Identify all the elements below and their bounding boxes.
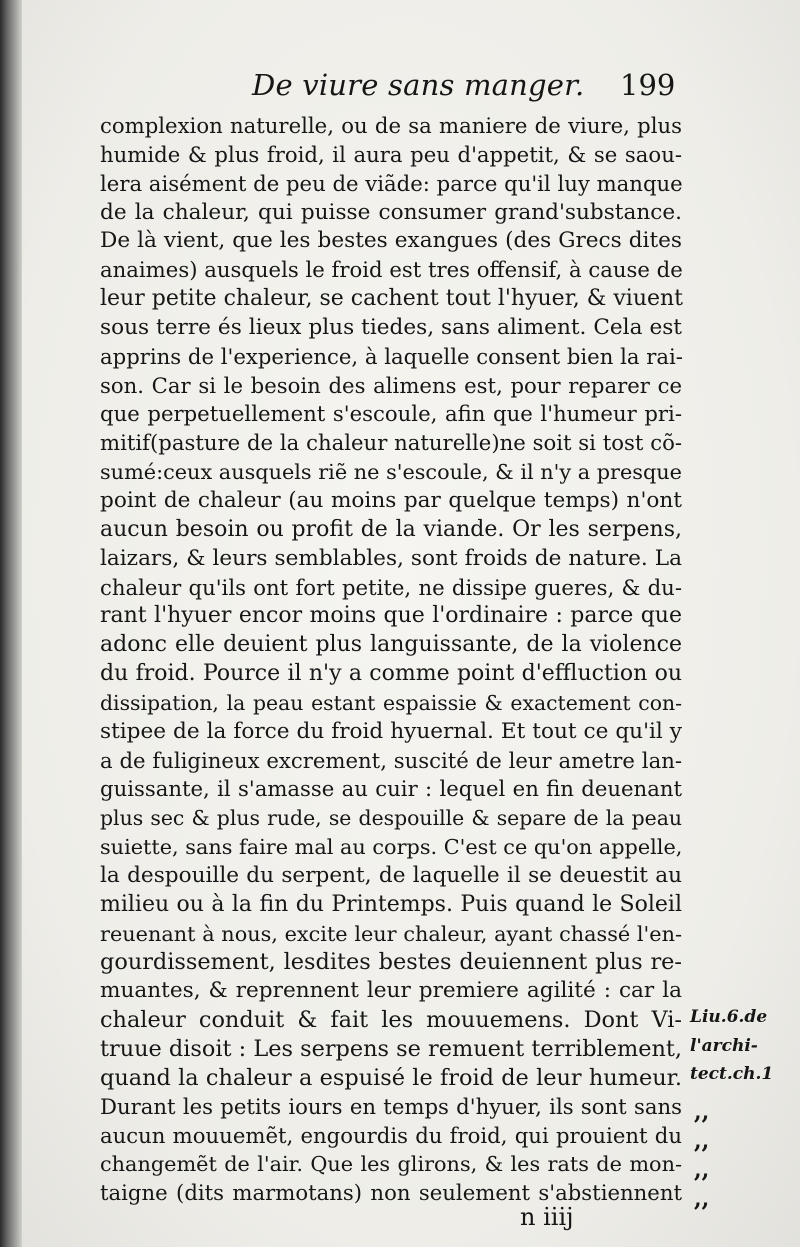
running-title: De viure sans manger. bbox=[252, 68, 585, 102]
text-line: point de chaleur (au moins par quelque temps) n'ont bbox=[100, 487, 682, 513]
text-line: leur petite chaleur, se cachent tout l'hyuer, & viuent bbox=[100, 286, 684, 312]
page-header bbox=[100, 62, 680, 106]
text-line: apprins de l'experience, à laquelle consent bien la rai- bbox=[100, 343, 683, 369]
text-line: gourdissement, lesdites bestes deuiennent plus re- bbox=[100, 949, 682, 976]
quotation-mark: ,, bbox=[694, 1185, 710, 1212]
text-line: plus sec & plus rude, se despouille & separe de la peau bbox=[100, 806, 682, 831]
text-line: anaimes) ausquels le froid est tres offensif, à cause de bbox=[100, 257, 683, 283]
text-line: reuenant à nous, excite leur chaleur, ayant chassé l'en- bbox=[100, 921, 682, 946]
text-line: lera aisément de peu de viãde: parce qu'il luy manque bbox=[100, 170, 683, 196]
text-line: aucun mouuemẽt, engourdis du froid, qui prouient du bbox=[100, 1122, 682, 1148]
text-line: la despouille du serpent, de laquelle il se deuestit au bbox=[100, 862, 682, 888]
text-line: mitif(pasture de la chaleur naturelle)ne soit si tost cõ- bbox=[100, 430, 682, 456]
signature-mark: n iiij bbox=[520, 1203, 574, 1231]
text-line: De là vient, que les bestes exangues (des Grecs dites bbox=[100, 228, 682, 254]
text-line: chaleur conduit & fait les mouuemens. Dont Vi- bbox=[100, 1007, 682, 1034]
text-line: que perpetuellement s'escoule, afin que l'humeur pri- bbox=[100, 401, 682, 427]
text-line: suiette, sans faire mal au corps. C'est ce qu'on appelle, bbox=[100, 835, 683, 860]
text-line: stipee de la force du froid hyuernal. Et tout ce qu'il y bbox=[100, 718, 682, 744]
page-number: 199 bbox=[620, 68, 676, 102]
text-line: guissante, il s'amasse au cuir : lequel en fin deuenant bbox=[100, 776, 682, 802]
text-line: son. Car si le besoin des alimens est, pour reparer ce bbox=[100, 372, 682, 398]
page-gutter-shadow bbox=[0, 0, 22, 1247]
text-line: quand la chaleur a espuisé le froid de leur humeur. bbox=[100, 1064, 682, 1091]
margin-note-line: l'archi- bbox=[690, 1035, 758, 1056]
text-line: aucun besoin ou profit de la viande. Or les serpens, bbox=[100, 516, 682, 542]
quotation-marks-column bbox=[694, 1098, 724, 1213]
text-line: muantes, & reprennent leur premiere agilité : car la bbox=[100, 978, 682, 1004]
text-line: a de fuligineux excrement, suscité de leur ametre lan- bbox=[100, 747, 682, 773]
text-line: adonc elle deuient plus languissante, de la violence bbox=[100, 632, 682, 658]
quotation-mark: ,, bbox=[694, 1127, 710, 1154]
quotation-mark: ,, bbox=[694, 1156, 710, 1183]
margin-note bbox=[690, 1003, 800, 1089]
text-line: chaleur qu'ils ont fort petite, ne dissipe gueres, & du- bbox=[100, 574, 682, 600]
body-text bbox=[100, 112, 682, 1208]
text-line: rant l'hyuer encor moins que l'ordinaire : parce que bbox=[100, 603, 682, 629]
text-line: milieu ou à la fin du Printemps. Puis quand le Soleil bbox=[100, 891, 682, 917]
text-line: laizars, & leurs semblables, sont froids de nature. La bbox=[100, 545, 682, 571]
text-line: sumé:ceux ausquels riẽ ne s'escoule, & il n'y a presque bbox=[100, 460, 682, 485]
margin-note-line: Liu.6.de bbox=[690, 1007, 768, 1027]
text-line: taigne (dits marmotans) non seulement s'abstiennent bbox=[100, 1180, 682, 1206]
quotation-mark: ,, bbox=[694, 1099, 710, 1125]
text-line: sous terre és lieux plus tiedes, sans aliment. Cela est bbox=[100, 314, 682, 340]
text-line: du froid. Pource il n'y a comme point d'effluction ou bbox=[100, 661, 682, 687]
text-line: complexion naturelle, ou de sa maniere de viure, plus bbox=[100, 113, 682, 138]
text-line: truue disoit : Les serpens se remuent terriblement, bbox=[100, 1036, 682, 1062]
text-line: dissipation, la peau estant espaissie & exactement con- bbox=[100, 690, 682, 715]
text-line: de la chaleur, qui puisse consumer grand'substance. bbox=[100, 199, 682, 225]
text-line: humide & plus froid, il aura peu d'appetit, & se saou- bbox=[100, 141, 682, 167]
margin-note-line: tect.ch.1 bbox=[690, 1064, 774, 1084]
text-line: Durant les petits iours en temps d'hyuer, ils sont sans bbox=[100, 1093, 682, 1119]
text-line: changemẽt de l'air. Que les glirons, & les rats de mon- bbox=[100, 1152, 682, 1177]
